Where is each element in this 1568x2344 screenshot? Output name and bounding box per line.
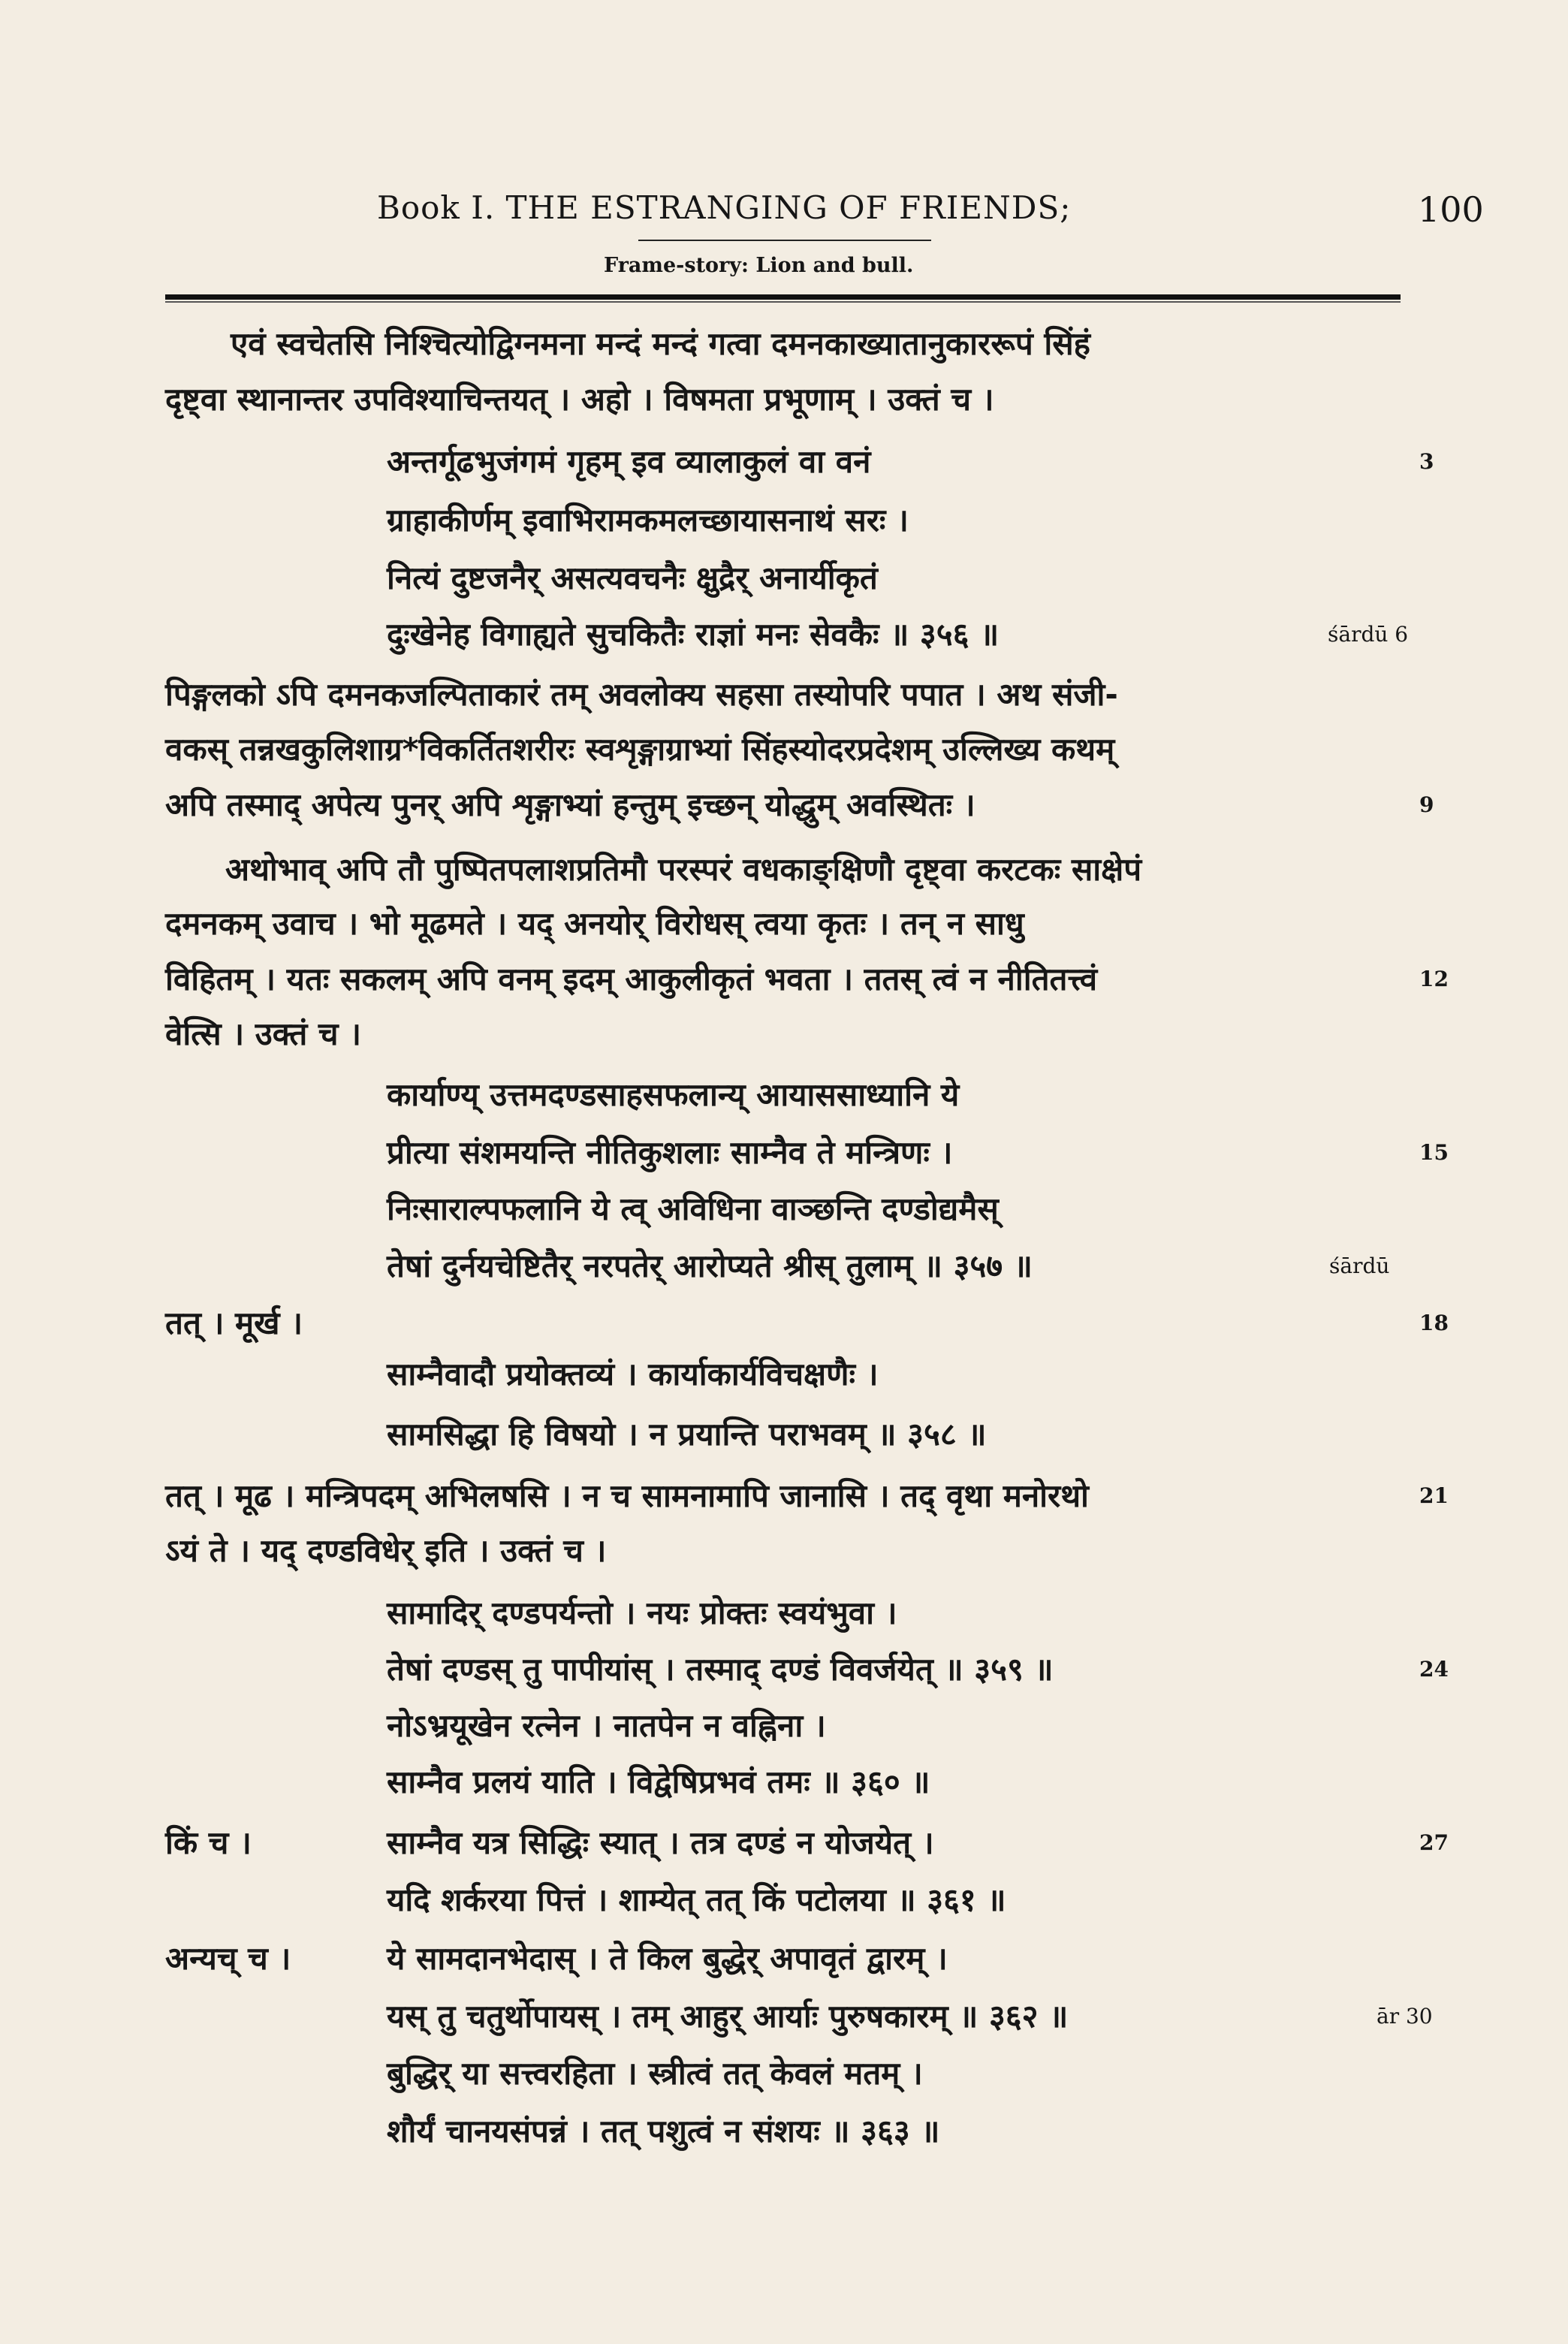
verse-line: कार्याण्य् उत्तमदण्डसाहसफलान्य् आयाससाध्यानि ये [387,1076,960,1113]
verse-line: नोऽभ्रयूखेन रत्नेन । नातपेन न वह्निना । [387,1707,826,1744]
verse-line: सामादिर् दण्डपर्यन्तो । नयः प्रोक्तः स्वयंभुवा । [387,1594,897,1631]
text-line: किं च । [165,1824,252,1861]
verse-line: ग्राहाकीर्णम् इवाभिरामकमलच्छायासनाथं सरः । [387,502,909,538]
section-subtitle: Frame-story: Lion and bull. [604,254,914,277]
line-number: 12 [1419,967,1449,991]
text-line: तत् । मूढ । मन्त्रिपदम् अभिलषसि । न च सामनामापि जानासि । तद् वृथा मनोरथो [165,1477,1089,1514]
verse-line: प्रीत्या संशमयन्ति नीतिकुशलाः साम्नैव ते मन्त्रिणः । [387,1134,953,1171]
line-number: 27 [1419,1830,1449,1855]
header-thick-rule [165,294,1401,300]
verse-line: तेषां दुर्नयचेष्टितैर् नरपतेर् आरोप्यते श्रीस् तुलाम् ॥ ३५७ ॥ [387,1247,1033,1284]
line-number: 3 [1419,449,1434,474]
line-number: 21 [1419,1483,1449,1508]
header-short-rule [638,240,931,241]
text-line: अथोभाव् अपि तौ पुष्पितपलाशप्रतिमौ परस्परं वधकाङ्क्षिणौ दृष्ट्वा करटकः साक्षेपं [225,851,1142,888]
text-line: अपि तस्माद् अपेत्य पुनर् अपि शृङ्गाभ्यां हन्तुम् इच्छन् योद्धुम् अवस्थितः । [165,786,975,823]
verse-line: बुद्धिर् या सत्त्वरहिता । स्त्रीत्वं तत् केवलं मतम् । [387,2055,923,2092]
verse-line: सामसिद्धा हि विषयो । न प्रयान्ति पराभवम् ॥ ३५८ ॥ [387,1416,987,1453]
line-number: 15 [1419,1140,1449,1165]
verse-line: साम्नैवादौ प्रयोक्तव्यं । कार्याकार्यविचक्षणैः । [387,1356,879,1392]
header-thin-rule [165,301,1401,303]
meter-note: ār 30 [1377,2004,1433,2029]
page-number: 100 [1418,189,1484,230]
verse-line: दुःखेनेह विगाह्यते सुचकितैः राज्ञां मनः सेवकैः ॥ ३५६ ॥ [387,616,1000,653]
verse-line: शौर्यं चानयसंपन्नं । तत् पशुत्वं न संशयः ॥ ३६३ ॥ [387,2113,940,2149]
text-line: पिङ्गलको ऽपि दमनकजल्पिताकारं तम् अवलोक्य सहसा तस्योपरि पपात । अथ संजी- [165,676,1118,713]
line-number: 9 [1419,792,1434,817]
running-header: Book I. THE ESTRANGING OF FRIENDS; [377,189,1072,226]
verse-line: यस् तु चतुर्थोपायस् । तम् आहुर् आर्याः पुरुषकारम् ॥ ३६२ ॥ [387,1998,1069,2035]
text-line: विहितम् । यतः सकलम् अपि वनम् इदम् आकुलीकृतं भवता । ततस् त्वं न नीतितत्त्वं [165,961,1098,997]
verse-line: साम्नैव यत्र सिद्धिः स्यात् । तत्र दण्डं न योजयेत् । [387,1824,934,1861]
text-line: ऽयं ते । यद् दण्डविधेर् इति । उक्तं च । [165,1532,607,1569]
verse-line: नित्यं दुष्टजनैर् असत्यवचनैः क्षुद्रैर् अनार्यीकृतं [387,560,878,596]
text-line: एवं स्वचेतसि निश्चित्योद्विग्नमना मन्दं मन्दं गत्वा दमनकाख्यातानुकाररूपं सिंहं [231,325,1090,362]
text-line: तत् । मूर्ख । [165,1305,303,1341]
line-number: 24 [1419,1657,1449,1682]
text-line: अन्यच् च । [165,1940,291,1977]
meter-note: śārdū [1329,1253,1390,1278]
verse-line: निःसाराल्पफलानि ये त्व् अविधिना वाञ्छन्ति दण्डोद्यमैस् [387,1190,999,1227]
verse-line: यदि शर्करया पित्तं । शाम्येत् तत् किं पटोलया ॥ ३६१ ॥ [387,1881,1006,1918]
text-line: दमनकम् उवाच । भो मूढमते । यद् अनयोर् विरोधस् त्वया कृतः । तन् न साधु [165,905,1024,942]
line-number: 18 [1419,1311,1449,1335]
text-line: वेत्सि । उक्तं च । [165,1015,362,1052]
verse-line: अन्तर्गूढभुजंगमं गृहम् इव व्यालाकुलं वा वनं [387,443,871,480]
verse-line: तेषां दण्डस् तु पापीयांस् । तस्माद् दण्डं विवर्जयेत् ॥ ३५९ ॥ [387,1651,1054,1688]
text-line: दृष्ट्वा स्थानान्तर उपविश्याचिन्तयत् । अहो । विषमता प्रभूणाम् । उक्तं च । [165,381,994,418]
verse-line: साम्नैव प्रलयं याति । विद्वेषिप्रभवं तमः ॥ ३६० ॥ [387,1763,930,1800]
meter-note: śārdū 6 [1328,622,1409,647]
verse-line: ये सामदानभेदास् । ते किल बुद्धेर् अपावृतं द्वारम् । [387,1940,948,1977]
text-line: वकस् तन्नखकुलिशाग्र*विकर्तितशरीरः स्वशृङ्गाग्राभ्यां सिंहस्योदरप्रदेशम् उल्लिख्य कथम् [165,731,1115,768]
